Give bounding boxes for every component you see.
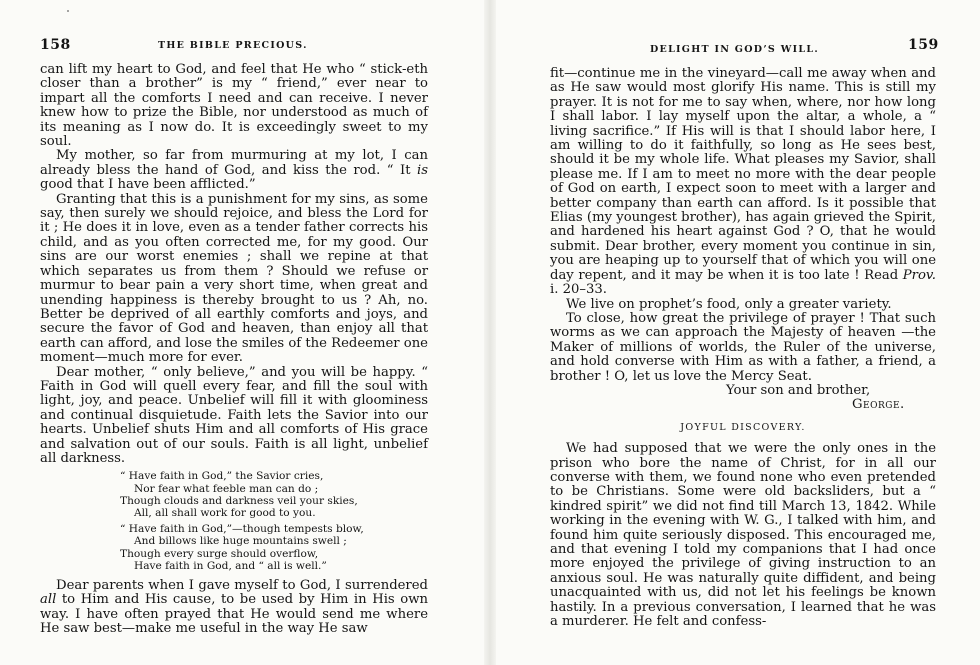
- poem-line: Though every surge should overflow,: [120, 547, 319, 560]
- right-page-number: 159: [908, 37, 939, 53]
- paragraph: Dear mother, “ only believe,” and you will be happy. “ Faith in God will quell every fear, and fill the soul with light, joy, and peace. Unbelief will fill it with gloominess and continual disquietude. Faith lets the Savior into our hearts. Unbelief shuts Him and all comforts of His grace and salvation out of our souls. Faith is all light, unbelief all darkness.: [40, 364, 428, 466]
- signoff: [550, 384, 936, 413]
- paragraph: can lift my heart to God, and feel that He who “ stick-eth closer than a brother” is my “ friend,” ever near to impart all the comforts I need and can receive. I never knew how to prize the Bible, nor understood as much of its meaning as I now do. It is exceedingly sweet to my soul.: [40, 62, 428, 150]
- text-run: i. 20–33.: [550, 282, 607, 298]
- italic-text: all: [40, 592, 57, 608]
- paragraph: [40, 579, 428, 637]
- poem-line: “ Have faith in God,”—though tempests blow,: [120, 523, 364, 536]
- poem-line: All, all shall work for good to you.: [134, 506, 316, 519]
- paragraph: To close, how great the privilege of prayer ! That such worms as we can approach the Majesty of heaven —the Maker of millions of worlds, the Ruler of the universe, and hold converse with Him as with a father, a friend, a brother ! O, let us love the Mercy Seat.: [550, 310, 936, 384]
- right-page: [490, 0, 980, 665]
- poem-line: Nor fear what feeble man can do ;: [134, 482, 319, 495]
- paragraph: Granting that this is a punishment for my sins, as some say, then surely we should rejoice, and bless the Lord for it ; He does it in love, even as a tender father corrects his child, and as you often corrected me, for my good. Our sins are our worst enemies ; shall we repine at that which separates us from them ? Should we refuse or murmur to bear pain a very short time, when great and unending happiness is thereby brought to us ? Ah, no. Better be deprived of all earthly comforts and joys, and secure the favor of God and heaven, than enjoy all that earth can afford, and lose the smiles of the Redeemer one moment—much more for ever.: [40, 191, 428, 366]
- section-title: JOYFUL DISCOVERY.: [680, 421, 806, 433]
- italic-text: is: [417, 162, 428, 178]
- paragraph: We had supposed that we were the only ones in the prison who bore the name of Christ, for in all our converse with them, we found none who even pretended to be Christians. Some were old backsliders, but a “ kindred spirit” we did not find till March 13, 1842. While working in the evening with W. G., I talked with him, and found him quite seriously disposed. This encouraged me, and that evening I told my companions that I had once more enjoyed the privilege of giving instruction to an anxious soul. He was naturally quite diffident, and being unacquainted with us, did not let his feelings be known hastily. In a previous conversation, I learned that he was a murderer. He felt and confess-: [550, 441, 936, 630]
- signoff-name: George.: [852, 397, 905, 413]
- right-body-text: [550, 67, 936, 629]
- poem: [120, 470, 428, 572]
- right-running-head: [560, 37, 960, 55]
- paragraph: [550, 67, 936, 298]
- poem-line: “ Have faith in God,” the Savior cries,: [120, 470, 324, 483]
- paragraph: [40, 149, 428, 192]
- text-run: Dear parents when I gave myself to God, I surrendered: [56, 578, 428, 593]
- left-page-number: 158: [40, 37, 71, 53]
- left-running-title: THE BIBLE PRECIOUS.: [158, 40, 308, 51]
- signoff-line: Your son and brother,: [726, 382, 871, 398]
- poem-line: Though clouds and darkness veil your skies,: [120, 494, 358, 507]
- poem-line: Have faith in God, and “ all is well.”: [134, 559, 327, 572]
- left-running-head: [40, 37, 440, 55]
- left-body-text: [40, 63, 428, 637]
- paragraph: We live on prophet’s food, only a greater variety.: [566, 296, 892, 312]
- text-run: to Him and His cause, to be used by Him in His own way. I have often prayed that He would send me where He saw best—make me useful in the way He saw: [40, 592, 428, 637]
- poem-line: And billows like huge mountains swell ;: [134, 535, 347, 548]
- text-run: My mother, so far from murmuring at my lot, I can already bless the hand of God, and kiss the rod. “ It: [40, 148, 428, 178]
- right-running-title: DELIGHT IN GOD’S WILL.: [650, 44, 819, 55]
- italic-text: Prov.: [902, 267, 936, 283]
- text-run: good that I have been afflicted.”: [40, 177, 256, 193]
- text-run: fit—continue me in the vineyard—call me away when and as He saw would most glorify His name. This is still my prayer. It is not for me to say when, where, nor how long I shall labor. I lay myself upon the altar, a whole, a “ living sacrifice.” If His will is that I should labor here, I am willing to do it faithfully, so long as He sees best, should it be my whole life. What pleases my Savior, shall please me. If I am to meet no more with the dear people of God on earth, I expect soon to meet with a larger and better company than earth can afford. Is it possible that Elias (my youngest brother), has again grieved the Spirit, and hardened his heart against God ? O, that he would submit. Dear brother, every moment you continue in sin, you are heaping up to yourself that of which you will one day repent, and it may be when it is too late ! Read: [550, 66, 936, 283]
